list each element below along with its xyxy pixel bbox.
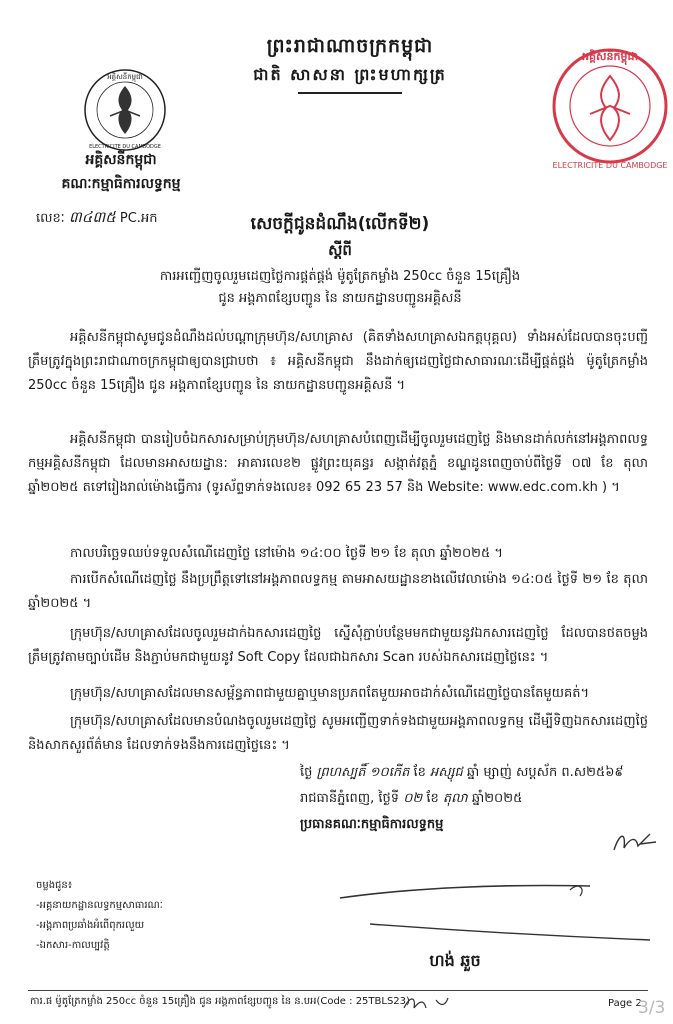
stamp-khmer-text: អគ្គិសនីកម្ពុជា	[582, 50, 638, 63]
header-ornament	[298, 92, 402, 94]
reference-label: លេខៈ	[36, 211, 65, 226]
paragraph-3: កាលបរិច្ឆេទឈប់ទទួលសំណើដេញថ្លៃ នៅម៉ោង ១៤:០០ ថ្ងៃទី ២១ ខែ តុលា ឆ្នាំ២០២៥ ។	[70, 546, 503, 561]
footer-initial-icon	[402, 994, 452, 1014]
cc-item: -អគ្គនាយកដ្ឋានលទ្ធកម្មសាធារណៈ	[36, 900, 163, 911]
handwritten-signature-icon	[330, 878, 660, 948]
logo-khmer-text: អគ្គិសនីកម្ពុជា	[107, 73, 143, 81]
logo-text: ELECTRICITE DU CAMBODGE	[89, 144, 161, 150]
procurement-committee: គណៈកម្មាធិការលទ្ធកម្ម	[61, 176, 181, 192]
organization-name: អគ្គិសនីកម្ពុជា	[85, 152, 157, 168]
subject-line-2: ជូន អង្គភាពខ្សែបញ្ជូន នៃ នាយកដ្ឋានបញ្ជូនអគ្គិសនី	[218, 291, 462, 306]
page-counter: 3/3	[638, 998, 666, 1018]
cc-item: -អង្គភាពប្រឆាំងអំពើពុករលួយ	[36, 920, 145, 931]
paragraph-1: អគ្គិសនីកម្ពុជាសូមជូនដំណឹងដល់បណ្តាក្រុមហ៊ុន/សហគ្រាស (គិតទាំងសហគ្រាសឯកត្តបុគ្គល) ទាំងអស់ដែលបានចុះបញ្ជីត្រឹមត្រូវក្នុងព្រះរាជាណាចក្រកម្ពុជាឲ្យបានជ្រាបថា ៖ អគ្គិសនីកម្ពុជា នឹងដាក់ឲ្យដេញថ្លៃជាសាធារណៈដើម្បីផ្គត់ផ្គង់ ម៉ូតូត្រែកម្លាំង 250cc ចំនួន 15គ្រឿង ជូន អង្គភាពខ្សែបញ្ជូន នៃ នាយកដ្ឋានបញ្ជូនអគ្គិសនី ។	[28, 330, 648, 393]
page-label: Page 2	[608, 998, 642, 1009]
paragraph-5: ក្រុមហ៊ុន/សហគ្រាសដែលចូលរួមដាក់ឯកសារដេញថ្លៃ ស្នើសុំភ្ជាប់បន្ថែមមកជាមួយនូវឯកសារដេញថ្លៃ ដែលបានថតចម្លងត្រឹមត្រូវតាមច្បាប់ដើម និងភ្ជាប់មកជាមួយនូវ Soft Copy ដែលជាឯកសារ Scan របស់ឯកសារដេញថ្លៃនេះ ។	[28, 626, 648, 665]
paragraph-6: ក្រុមហ៊ុន/សហគ្រាសដែលមានសម្ព័ន្ធភាពជាមួយគ្នាឬមានប្រភពតែមួយអាចដាក់សំណើដេញថ្លៃបានតែមួយគត់។	[70, 686, 590, 701]
initial-signature-icon	[610, 828, 660, 858]
notice-subject	[80, 266, 600, 310]
stamp-text: ELECTRICITE DU CAMBODGE	[552, 161, 668, 170]
signer-name: ហង់ ឆួច	[429, 951, 481, 970]
solar-date: រាជធានីភ្នំពេញ, ថ្ងៃទី ០២ ខែ តុលា ឆ្នាំ២០២៥	[300, 791, 523, 806]
national-motto: ជាតិ សាសនា ព្រះមហាក្សត្រ	[253, 65, 447, 84]
signer-title: ប្រធានគណៈកម្មាធិការលទ្ធកម្ម	[300, 817, 444, 832]
reference-suffix: PC.អក	[119, 211, 158, 226]
cc-item: -ឯកសារ-កាលប្បវត្តិ	[36, 940, 110, 951]
subject-line-1: ការអញ្ជើញចូលរួមដេញថ្លៃការផ្គត់ផ្គង់ ម៉ូតូត្រែកម្លាំង 250cc ចំនួន 15គ្រឿង	[159, 269, 521, 284]
cc-list	[36, 876, 286, 956]
paragraph-2: អគ្គិសនីកម្ពុជា បានរៀបចំឯកសារសម្រាប់ក្រុមហ៊ុន/សហគ្រាសបំពេញដើម្បីចូលរួមដេញថ្លៃ និងមានដាក់លក់នៅអង្គភាពលទ្ធកម្មអគ្គិសនីកម្ពុជា ដែលមានអាសយដ្ឋាន: អាគារលេខ២ ផ្លូវព្រះយុគន្ធរ សង្កាត់វត្តភ្នំ ខណ្ឌដូនពេញចាប់ពីថ្ងៃទី ០៧ ខែ តុលា ឆ្នាំ២០២៥ តទៅរៀងរាល់ម៉ោងធ្វើការ (ទូរស័ព្ទទាក់ទងលេខ៖ 092 65 23 57 និង Website: www.edc.com.kh ) ។	[28, 432, 648, 495]
date-block	[300, 760, 660, 838]
footer-text: ការ.ផ ម៉ូតូត្រែកម្លាំង 250cc ចំនួន 15គ្រឿង ជូន អង្គភាពខ្សែបញ្ជូន នៃ ន.បអ(Code : 25TBLS23)	[30, 996, 410, 1007]
reference-handwritten-number: ៣៤៣៥	[68, 208, 116, 226]
notice-about: ស្តីពី	[328, 241, 352, 259]
cc-heading: ចម្លងជូន៖	[36, 880, 73, 891]
paragraph-4: ការបើកសំណើដេញថ្លៃ នឹងប្រព្រឹត្តទៅនៅអង្គភាពលទ្ធកម្ម តាមអាសយដ្ឋានខាងលើវេលាម៉ោង ១៤:០៥ ថ្ងៃទី ២១ ខែ តុលា ឆ្នាំ២០២៥ ។	[28, 572, 648, 611]
notice-title: សេចក្តីជូនដំណឹង(លើកទី២)	[250, 214, 430, 234]
footer-divider	[28, 990, 648, 991]
kingdom-title: ព្រះរាជាណាចក្រកម្ពុជា	[266, 35, 434, 57]
lunar-date: ថ្ងៃ ព្រហស្បតិ៍ ១០កើត ខែ អស្សុជ ឆ្នាំ ម្សាញ់ សប្តស័ក ព.ស២៥៦៩	[300, 765, 624, 780]
edc-logo-icon	[80, 66, 170, 154]
reference-number	[36, 208, 157, 230]
edc-stamp-icon	[540, 28, 668, 188]
paragraph-7: ក្រុមហ៊ុន/សហគ្រាសដែលមានបំណងចូលរួមដេញថ្លៃ សូមអញ្ជើញទាក់ទងជាមួយអង្គភាពលទ្ធកម្ម ដើម្បីទិញឯកសារដេញថ្លៃ និងសាកសួរព័ត៌មាន ដែលទាក់ទងនឹងការដេញថ្លៃនេះ ។	[28, 714, 648, 753]
